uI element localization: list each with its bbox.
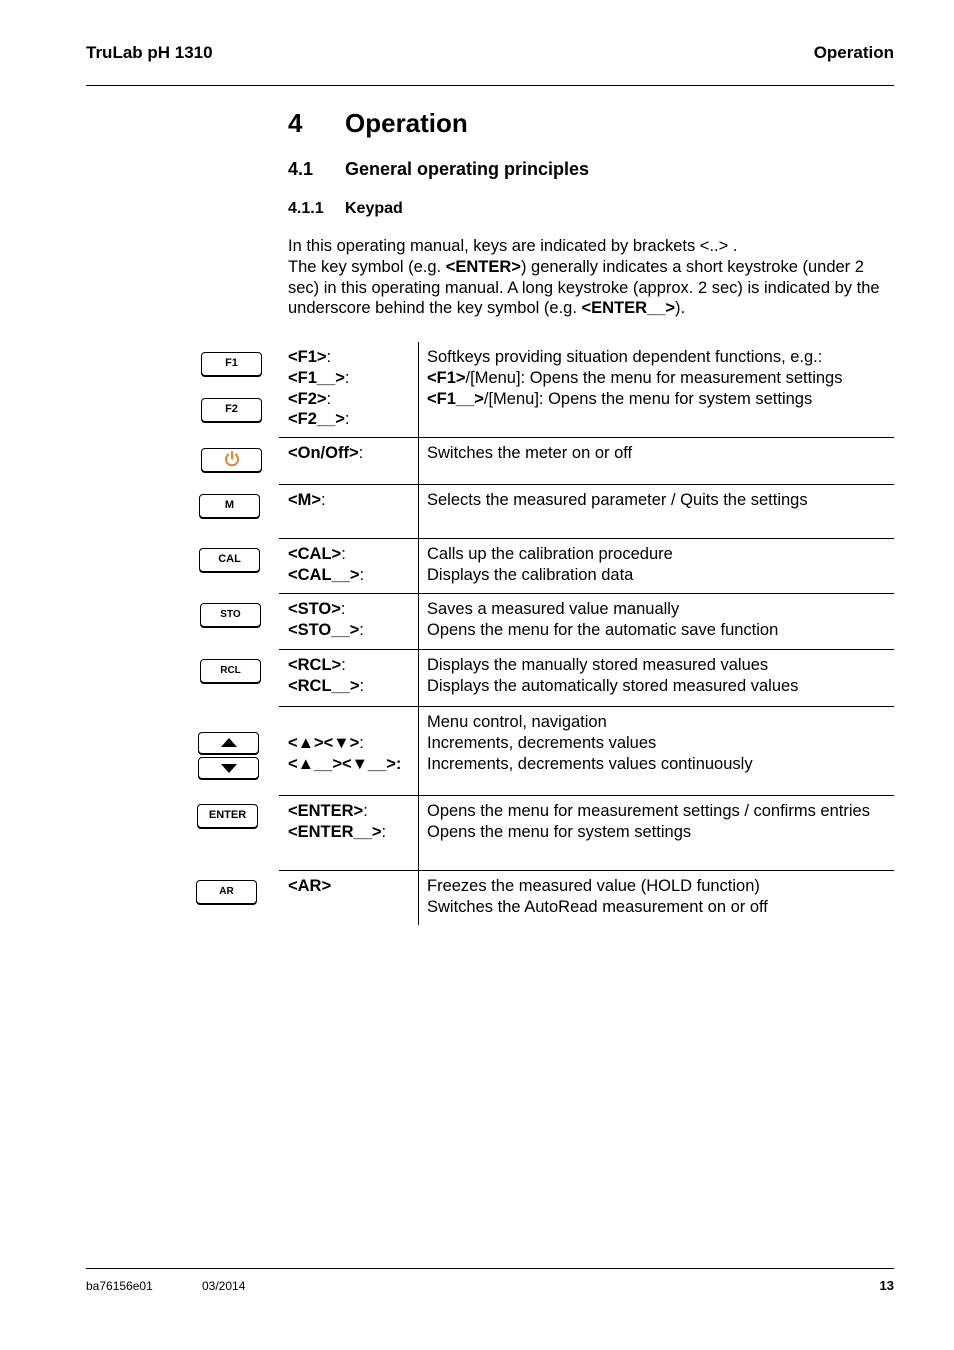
description-line: Opens the menu for system settings <box>427 822 692 841</box>
description-line: Softkeys providing situation dependent functions, e.g.: <box>427 348 823 366</box>
section-title: General operating principles <box>345 159 590 179</box>
cal-key-icon: CAL <box>199 548 260 572</box>
key-cell: <ENTER>: <ENTER__>: <box>279 796 419 870</box>
intro-key: <ENTER> <box>445 257 521 276</box>
subsection-heading <box>288 200 403 218</box>
table-row <box>279 485 894 539</box>
running-header-section: Operation <box>813 43 894 62</box>
key-cell <box>279 871 419 925</box>
intro-key: <ENTER__> <box>581 299 676 318</box>
key-label: <F2> <box>288 389 327 408</box>
chapter-heading <box>288 108 468 139</box>
table-row <box>279 594 894 650</box>
description-line <box>427 389 894 410</box>
key-label: <F2__> <box>288 410 345 429</box>
key-label: <ENTER__> <box>288 822 382 841</box>
intro-paragraph <box>288 236 894 319</box>
key-label: <ENTER> <box>288 802 364 820</box>
description-cell <box>419 594 894 641</box>
table-row <box>279 871 894 925</box>
description-line: Displays the manually stored measured values <box>427 656 769 674</box>
description-text: /[Menu]: Opens the menu for measurement settings <box>465 368 843 387</box>
footer-date: 03/2014 <box>202 1279 246 1293</box>
page-number: 13 <box>879 1278 894 1293</box>
footer-document-number: ba76156e01 <box>86 1279 153 1293</box>
description-cell <box>419 485 894 511</box>
key-cell: <M>: <box>279 485 419 538</box>
key-label: <STO> <box>288 600 341 618</box>
table-row <box>279 650 894 707</box>
down-arrow-key-icon <box>198 757 259 779</box>
subsection-number: 4.1.1 <box>288 200 324 217</box>
description-line: Saves a measured value manually <box>427 600 680 618</box>
description-cell <box>419 871 894 918</box>
triangle-down-icon <box>219 759 239 777</box>
up-arrow-key-icon <box>198 732 259 754</box>
description-line: Selects the measured parameter / Quits the settings <box>427 491 808 509</box>
key-label: <CAL__> <box>288 565 360 584</box>
description-line: Increments, decrements values continuously <box>427 754 753 773</box>
key-label: <RCL__> <box>288 676 360 695</box>
key-cell: <On/Off>: <box>279 438 419 484</box>
enter-key-icon: ENTER <box>197 804 258 828</box>
key-cell: <▲><▼>: <▲__><▼__>: <box>279 707 419 795</box>
key-label: <F1__> <box>288 368 345 387</box>
intro-text: ) generally indicates a short keystroke (under 2 sec) in this operating manual. A long keystroke (approx. 2 sec) is indicated by the underscore behind the key symbol (e.g. <box>288 257 880 318</box>
key-label: <M> <box>288 491 322 509</box>
key-label: <On/Off> <box>288 444 359 462</box>
key-cell: <RCL>: <RCL__>: <box>279 650 419 706</box>
description-line: Displays the automatically stored measured values <box>427 676 799 695</box>
description-line: Calls up the calibration procedure <box>427 545 673 563</box>
key-label: <AR> <box>288 877 332 895</box>
key-label: <F1> <box>288 348 327 366</box>
description-cell <box>419 650 894 697</box>
table-row <box>279 796 894 871</box>
intro-text: The key symbol (e.g. <box>288 257 446 276</box>
description-cell <box>419 796 894 843</box>
m-key-icon: M <box>199 494 260 518</box>
intro-text: ). <box>675 299 686 318</box>
chapter-title: Operation <box>345 108 468 138</box>
running-header-title: TruLab pH 1310 <box>86 43 213 62</box>
section-number: 4.1 <box>288 159 314 179</box>
power-icon <box>223 450 241 468</box>
description-line: Opens the menu for measurement settings / confirms entries <box>427 802 870 820</box>
f1-key-icon: F1 <box>201 352 262 376</box>
table-row <box>279 707 894 796</box>
description-cell <box>419 707 894 774</box>
header-divider <box>86 85 894 86</box>
description-cell <box>419 539 894 586</box>
power-key-icon <box>201 448 262 472</box>
description-cell <box>419 342 894 409</box>
description-line: Displays the calibration data <box>427 565 634 584</box>
triangle-up-icon <box>219 734 239 752</box>
key-label: <STO__> <box>288 620 360 639</box>
description-line: Opens the menu for the automatic save function <box>427 620 779 639</box>
key-label: <F1__> <box>427 389 484 408</box>
subsection-title: Keypad <box>345 200 403 217</box>
description-line: Freezes the measured value (HOLD function) <box>427 877 760 895</box>
table-row <box>279 438 894 485</box>
description-line: Menu control, navigation <box>427 713 607 731</box>
sto-key-icon: STO <box>200 603 261 627</box>
description-line: Switches the meter on or off <box>427 444 633 462</box>
key-label: <CAL> <box>288 545 342 563</box>
chapter-number: 4 <box>288 108 303 138</box>
key-cell: <F1>: <F1__>: <F2>: <F2__>: <box>279 342 419 437</box>
description-line: Increments, decrements values <box>427 733 657 752</box>
table-row <box>279 539 894 594</box>
description-line <box>427 368 894 389</box>
key-label: <▲><▼> <box>288 734 360 752</box>
rcl-key-icon: RCL <box>200 659 261 683</box>
description-line: Switches the AutoRead measurement on or off <box>427 897 768 916</box>
key-cell: <CAL>: <CAL__>: <box>279 539 419 593</box>
table-row <box>279 342 894 438</box>
description-text: /[Menu]: Opens the menu for system settings <box>483 389 813 408</box>
description-cell <box>419 438 894 464</box>
key-label: <RCL> <box>288 656 342 674</box>
intro-line-2 <box>288 257 894 319</box>
key-label: <F1> <box>427 368 466 387</box>
intro-line-1: In this operating manual, keys are indicated by brackets <..> . <box>288 237 738 255</box>
ar-key-icon: AR <box>196 880 257 904</box>
footer-divider <box>86 1268 894 1269</box>
key-cell: <STO>: <STO__>: <box>279 594 419 649</box>
section-heading <box>288 159 589 180</box>
f2-key-icon: F2 <box>201 398 262 422</box>
key-label: <▲__><▼__>: <box>288 754 402 773</box>
